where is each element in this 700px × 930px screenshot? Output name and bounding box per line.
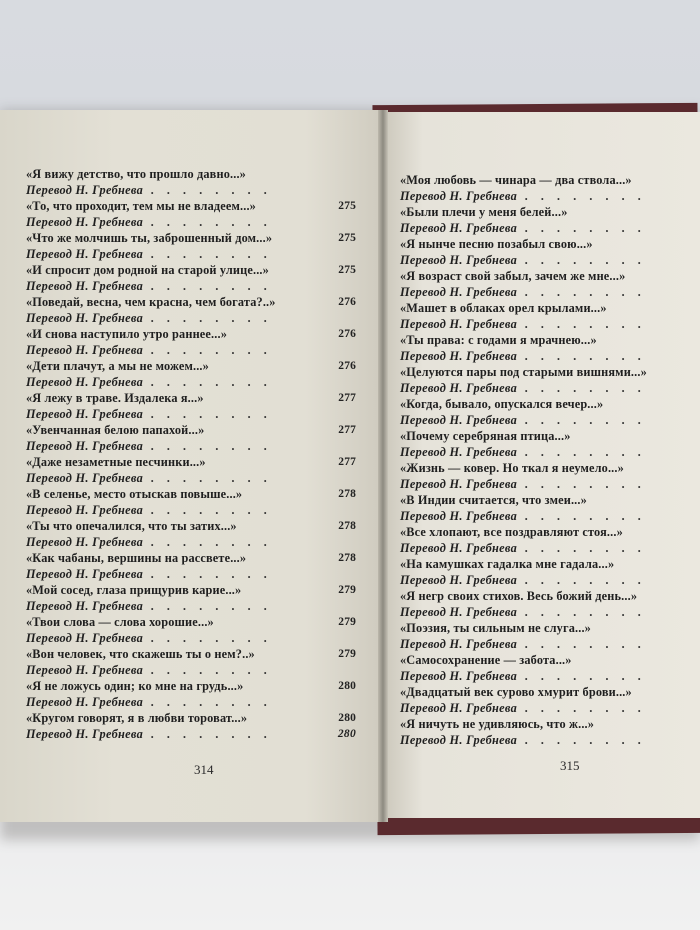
poem-title-text: «Увенчанная белою папахой...» <box>26 423 205 437</box>
contents-entry <box>400 268 700 300</box>
poem-title-text: «Поэзия, ты сильным не слуга...» <box>400 621 591 635</box>
leader-dots: . . . . . . . . <box>517 573 647 587</box>
leader-dots: . . . . . . . . <box>517 413 647 427</box>
translator-text: Перевод Н. Гребнева <box>400 317 518 331</box>
page-reference: 275 <box>338 200 356 212</box>
poem-title-text: «Я негр своих стихов. Весь божий день...» <box>400 589 638 603</box>
leader-dots: . . . . . . . . <box>143 503 273 517</box>
poem-title-text: «Жизнь — ковер. Но ткал я неумело...» <box>400 461 624 475</box>
poem-title <box>400 332 700 348</box>
translator-text: Перевод Н. Гребнева <box>400 669 518 683</box>
translator-text: Перевод Н. Гребнева <box>26 727 144 741</box>
left-contents-list <box>26 166 356 742</box>
contents-entry <box>400 236 700 268</box>
translator-credit <box>26 726 356 742</box>
translator-text: Перевод Н. Гребнева <box>26 631 144 645</box>
page-reference: 277 <box>338 456 356 468</box>
poem-title-text: «Что же молчишь ты, заброшенный дом...» <box>26 231 273 245</box>
leader-dots: . . . . . . . . <box>143 631 273 645</box>
translator-text: Перевод Н. Гребнева <box>26 375 144 389</box>
poem-title-text: «Двадцатый век сурово хмурит брови...» <box>400 685 632 699</box>
poem-title-text: «Дети плачут, а мы не можем...» <box>26 359 209 373</box>
leader-dots: . . . . . . . . <box>517 349 647 363</box>
translator-credit <box>26 502 356 518</box>
contents-entry <box>26 390 356 422</box>
leader-dots: . . . . . . . . <box>143 599 273 613</box>
contents-entry <box>400 428 700 460</box>
poem-title-text: «Твои слова — слова хорошие...» <box>26 615 214 629</box>
page-number-left: 314 <box>194 762 214 777</box>
translator-text: Перевод Н. Гребнева <box>400 573 518 587</box>
poem-title <box>400 716 700 732</box>
leader-dots: . . . . . . . . <box>517 669 647 683</box>
contents-entry <box>400 524 700 556</box>
page-reference: 278 <box>338 520 356 532</box>
poem-title-text: «Все хлопают, все поздравляют стоя...» <box>400 525 623 539</box>
leader-dots: . . . . . . . . <box>143 183 273 197</box>
contents-entry <box>26 326 356 358</box>
page-number-right: 315 <box>560 758 580 773</box>
leader-dots: . . . . . . . . <box>143 279 273 293</box>
poem-title <box>400 620 700 636</box>
translator-credit <box>400 316 700 332</box>
page-reference: 276 <box>338 328 356 340</box>
contents-entry <box>400 492 700 524</box>
leader-dots: . . . . . . . . <box>517 733 647 747</box>
contents-entry <box>400 652 700 684</box>
poem-title <box>26 486 356 502</box>
translator-text: Перевод Н. Гребнева <box>400 189 518 203</box>
translator-credit <box>26 566 356 582</box>
leader-dots: . . . . . . . . <box>517 637 647 651</box>
contents-entry <box>400 716 700 748</box>
page-reference: 278 <box>338 488 356 500</box>
poem-title <box>400 172 700 188</box>
contents-entry <box>400 588 700 620</box>
translator-credit <box>400 444 700 460</box>
poem-title <box>400 684 700 700</box>
translator-credit <box>400 220 700 236</box>
translator-credit <box>400 412 700 428</box>
poem-title-text: «В Индии считается, что змеи...» <box>400 493 587 507</box>
poem-title-text: «Были плечи у меня белей...» <box>400 205 568 219</box>
poem-title-text: «Как чабаны, вершины на рассвете...» <box>26 551 247 565</box>
translator-text: Перевод Н. Гребнева <box>26 407 144 421</box>
translator-credit <box>400 700 700 716</box>
poem-title-text: «Я вижу детство, что прошло давно...» <box>26 167 246 181</box>
translator-text: Перевод Н. Гребнева <box>26 599 144 613</box>
translator-text: Перевод Н. Гребнева <box>400 381 518 395</box>
poem-title <box>400 364 700 380</box>
translator-text: Перевод Н. Гребнева <box>26 311 144 325</box>
leader-dots: . . . . . . . . <box>517 381 647 395</box>
poem-title <box>26 678 356 694</box>
contents-entry <box>26 422 356 454</box>
poem-title <box>26 166 356 182</box>
contents-entry <box>26 518 356 550</box>
page-reference: 277 <box>338 392 356 404</box>
leader-dots: . . . . . . . . <box>143 535 273 549</box>
translator-text: Перевод Н. Гребнева <box>400 637 518 651</box>
translator-text: Перевод Н. Гребнева <box>26 663 144 677</box>
poem-title-text: «Целуются пары под старыми вишнями...» <box>400 365 647 379</box>
poem-title <box>400 268 700 284</box>
translator-credit <box>26 214 356 230</box>
translator-credit <box>400 508 700 524</box>
translator-text: Перевод Н. Гребнева <box>26 503 144 517</box>
leader-dots: . . . . . . . . <box>517 605 647 619</box>
poem-title-text: «Я нынче песню позабыл свою...» <box>400 237 593 251</box>
translator-text: Перевод Н. Гребнева <box>400 445 518 459</box>
poem-title-text: «Самосохранение — забота...» <box>400 653 572 667</box>
contents-entry <box>26 454 356 486</box>
translator-credit <box>26 374 356 390</box>
contents-entry <box>26 710 356 742</box>
translator-text: Перевод Н. Гребнева <box>26 695 144 709</box>
contents-entry <box>400 620 700 652</box>
leader-dots: . . . . . . . . <box>517 253 647 267</box>
page-reference: 276 <box>338 360 356 372</box>
poem-title-text: «Поведай, весна, чем красна, чем богата?..» <box>26 295 276 309</box>
translator-credit <box>26 246 356 262</box>
translator-credit <box>400 732 700 748</box>
poem-title <box>400 492 700 508</box>
contents-entry <box>400 460 700 492</box>
translator-text: Перевод Н. Гребнева <box>400 221 518 235</box>
contents-entry <box>400 204 700 236</box>
translator-text: Перевод Н. Гребнева <box>26 247 144 261</box>
poem-title <box>26 710 356 726</box>
leader-dots: . . . . . . . . <box>143 727 273 741</box>
translator-text: Перевод Н. Гребнева <box>26 183 144 197</box>
poem-title-text: «Кругом говорят, я в любви тороват...» <box>26 711 248 725</box>
translator-credit <box>26 630 356 646</box>
leader-dots: . . . . . . . . <box>517 477 647 491</box>
translator-text: Перевод Н. Гребнева <box>400 413 518 427</box>
leader-dots: . . . . . . . . <box>143 215 273 229</box>
poem-title <box>26 326 356 342</box>
page-reference: 275 <box>338 264 356 276</box>
poem-title <box>26 358 356 374</box>
contents-entry <box>26 358 356 390</box>
contents-entry <box>400 684 700 716</box>
translator-text: Перевод Н. Гребнева <box>400 541 518 555</box>
translator-text: Перевод Н. Гребнева <box>400 477 518 491</box>
translator-text: Перевод Н. Гребнева <box>26 215 144 229</box>
contents-entry <box>400 332 700 364</box>
poem-title-text: «Ты права: с годами я мрачнею...» <box>400 333 597 347</box>
poem-title-text: «В селенье, место отыскав повыше...» <box>26 487 243 501</box>
contents-entry <box>400 364 700 396</box>
contents-entry <box>26 678 356 710</box>
translator-text: Перевод Н. Гребнева <box>26 535 144 549</box>
poem-title <box>26 390 356 406</box>
contents-entry <box>400 300 700 332</box>
contents-entry <box>26 646 356 678</box>
poem-title-text: «И снова наступило утро раннее...» <box>26 327 227 341</box>
translator-credit <box>400 252 700 268</box>
translator-credit <box>26 342 356 358</box>
poem-title <box>26 294 356 310</box>
leader-dots: . . . . . . . . <box>143 407 273 421</box>
poem-title <box>26 646 356 662</box>
leader-dots: . . . . . . . . <box>517 317 647 331</box>
page-reference: 276 <box>338 296 356 308</box>
contents-entry <box>26 198 356 230</box>
translator-text: Перевод Н. Гребнева <box>26 471 144 485</box>
translator-credit <box>400 668 700 684</box>
poem-title <box>26 550 356 566</box>
translator-credit <box>26 310 356 326</box>
poem-title-text: «Моя любовь — чинара — два ствола...» <box>400 173 632 187</box>
translator-text: Перевод Н. Гребнева <box>400 509 518 523</box>
leader-dots: . . . . . . . . <box>517 221 647 235</box>
poem-title-text: «Я не ложусь один; ко мне на грудь...» <box>26 679 244 693</box>
translator-credit <box>26 470 356 486</box>
translator-credit <box>400 348 700 364</box>
leader-dots: . . . . . . . . <box>143 311 273 325</box>
page-reference: 278 <box>338 552 356 564</box>
poem-title-text: «Даже незаметные песчинки...» <box>26 455 206 469</box>
poem-title <box>26 198 356 214</box>
translator-credit <box>400 188 700 204</box>
translator-text: Перевод Н. Гребнева <box>400 605 518 619</box>
poem-title-text: «И спросит дом родной на старой улице...» <box>26 263 269 277</box>
translator-credit <box>26 662 356 678</box>
translator-text: Перевод Н. Гребнева <box>26 343 144 357</box>
leader-dots: . . . . . . . . <box>517 701 647 715</box>
leader-dots: . . . . . . . . <box>517 445 647 459</box>
translator-text: Перевод Н. Гребнева <box>26 279 144 293</box>
poem-title <box>26 422 356 438</box>
translator-text: Перевод Н. Гребнева <box>400 349 518 363</box>
poem-title <box>400 396 700 412</box>
leader-dots: . . . . . . . . <box>517 189 647 203</box>
right-contents-list <box>400 172 700 748</box>
leader-dots: . . . . . . . . <box>517 509 647 523</box>
leader-dots: . . . . . . . . <box>143 663 273 677</box>
poem-title <box>26 582 356 598</box>
poem-title <box>26 262 356 278</box>
translator-credit <box>26 278 356 294</box>
poem-title <box>400 300 700 316</box>
book-gutter <box>378 110 388 822</box>
translator-credit <box>26 182 356 198</box>
translator-text: Перевод Н. Гребнева <box>400 285 518 299</box>
contents-entry <box>400 172 700 204</box>
contents-entry <box>26 614 356 646</box>
leader-dots: . . . . . . . . <box>143 695 273 709</box>
leader-dots: . . . . . . . . <box>143 567 273 581</box>
leader-dots: . . . . . . . . <box>517 285 647 299</box>
contents-entry <box>400 396 700 428</box>
contents-entry <box>26 294 356 326</box>
poem-title <box>26 614 356 630</box>
translator-credit <box>26 694 356 710</box>
translator-credit <box>26 534 356 550</box>
poem-title <box>400 236 700 252</box>
poem-title-text: «Мой сосед, глаза прищурив карие...» <box>26 583 242 597</box>
poem-title-text: «На камушках гадалка мне гадала...» <box>400 557 615 571</box>
poem-title <box>400 556 700 572</box>
translator-text: Перевод Н. Гребнева <box>26 439 144 453</box>
leader-dots: . . . . . . . . <box>143 343 273 357</box>
poem-title <box>400 524 700 540</box>
leader-dots: . . . . . . . . <box>517 541 647 555</box>
poem-title <box>26 230 356 246</box>
translator-text: Перевод Н. Гребнева <box>400 701 518 715</box>
poem-title <box>400 204 700 220</box>
page-reference: 280 <box>337 728 356 740</box>
poem-title-text: «Ты что опечалился, что ты затих...» <box>26 519 237 533</box>
translator-credit <box>400 604 700 620</box>
translator-credit <box>26 438 356 454</box>
leader-dots: . . . . . . . . <box>143 375 273 389</box>
contents-entry <box>26 262 356 294</box>
translator-text: Перевод Н. Гребнева <box>400 253 518 267</box>
poem-title-text: «Когда, бывало, опускался вечер...» <box>400 397 604 411</box>
poem-title-text: «Я возраст свой забыл, зачем же мне...» <box>400 269 626 283</box>
translator-text: Перевод Н. Гребнева <box>26 567 144 581</box>
leader-dots: . . . . . . . . <box>143 471 273 485</box>
translator-credit <box>26 406 356 422</box>
translator-credit <box>26 598 356 614</box>
poem-title <box>400 428 700 444</box>
page-reference: 279 <box>338 616 356 628</box>
poem-title <box>26 518 356 534</box>
poem-title-text: «Я лежу в траве. Издалека я...» <box>26 391 204 405</box>
contents-entry <box>26 230 356 262</box>
poem-title <box>26 454 356 470</box>
page-reference: 279 <box>338 584 356 596</box>
leader-dots: . . . . . . . . <box>143 247 273 261</box>
contents-entry <box>400 556 700 588</box>
translator-credit <box>400 540 700 556</box>
contents-entry <box>26 550 356 582</box>
poem-title <box>400 588 700 604</box>
poem-title-text: «Вон человек, что скажешь ты о нем?..» <box>26 647 255 661</box>
translator-credit <box>400 476 700 492</box>
page-reference: 277 <box>338 424 356 436</box>
poem-title <box>400 460 700 476</box>
poem-title-text: «То, что проходит, тем мы не владеем...» <box>26 199 256 213</box>
page-reference: 275 <box>338 232 356 244</box>
leader-dots: . . . . . . . . <box>143 439 273 453</box>
poem-title <box>400 652 700 668</box>
page-reference: 280 <box>338 680 356 692</box>
translator-credit <box>400 572 700 588</box>
contents-entry <box>26 582 356 614</box>
translator-credit <box>400 284 700 300</box>
contents-entry <box>26 486 356 518</box>
page-reference: 280 <box>338 712 356 724</box>
poem-title-text: «Машет в облаках орел крылами...» <box>400 301 607 315</box>
poem-title-text: «Почему серебряная птица...» <box>400 429 571 443</box>
poem-title-text: «Я ничуть не удивляюсь, что ж...» <box>400 717 595 731</box>
contents-entry <box>26 166 356 198</box>
translator-credit <box>400 636 700 652</box>
translator-credit <box>400 380 700 396</box>
translator-text: Перевод Н. Гребнева <box>400 733 518 747</box>
page-reference: 279 <box>338 648 356 660</box>
